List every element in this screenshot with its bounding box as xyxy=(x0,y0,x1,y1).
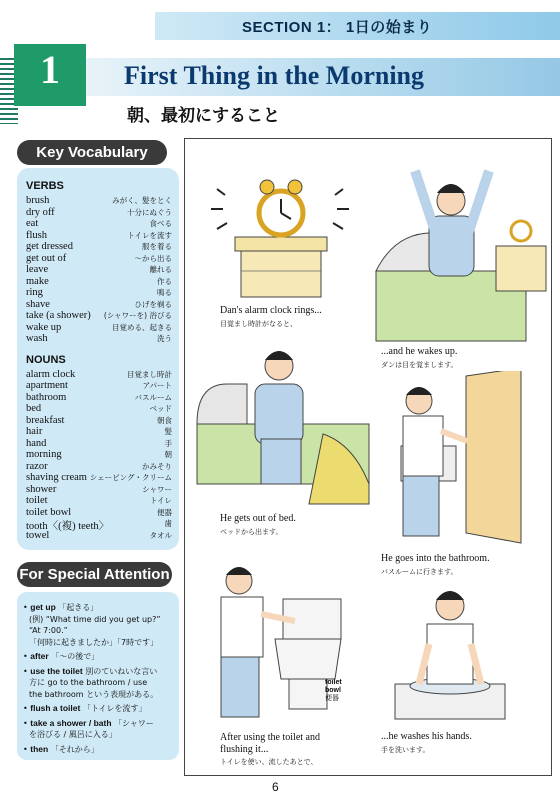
vocab-japanese: タオル xyxy=(149,530,172,540)
vocab-english: breakfast xyxy=(26,414,65,426)
bullet-icon: • xyxy=(23,704,31,713)
vocab-japanese: かみそり xyxy=(142,461,172,471)
attention-item xyxy=(23,602,177,648)
vocab-english: towel xyxy=(26,529,50,541)
vocab-japanese: 作る xyxy=(157,276,172,286)
scene-5-caption-ja: トイレを使い、流したあとで、 xyxy=(220,758,318,766)
illustration-panel xyxy=(184,138,552,776)
vocab-japanese: 手 xyxy=(164,438,172,448)
vocab-japanese: 目覚める、起きる xyxy=(112,322,172,332)
scene-4-caption: He goes into the bathroom. xyxy=(381,553,490,564)
vocab-english: dry off xyxy=(26,206,55,218)
bullet-icon: • xyxy=(23,718,31,728)
vocab-row xyxy=(26,333,172,345)
vocab-row xyxy=(26,438,172,450)
key-vocabulary-heading: Key Vocabulary xyxy=(17,140,167,165)
attention-item xyxy=(23,666,177,701)
vocab-english: hand xyxy=(26,437,47,449)
vocab-english: shaving cream xyxy=(26,472,87,483)
vocab-row xyxy=(26,253,172,265)
vocab-row xyxy=(26,299,172,311)
vocab-japanese: シャワー xyxy=(142,484,172,494)
vocab-row xyxy=(26,218,172,230)
vocab-japanese: 十分にぬぐう xyxy=(127,207,172,217)
vocabulary-list xyxy=(26,180,172,541)
vocab-japanese: 朝食 xyxy=(157,415,172,425)
scene-2-caption-ja: ダンは目を覚まします。 xyxy=(381,361,458,369)
attention-line: 方に go to the bathroom / use xyxy=(29,678,148,687)
vocab-japanese: 食べる xyxy=(149,219,172,228)
vocab-row xyxy=(26,461,172,473)
vocab-japanese: ベッド xyxy=(149,404,172,413)
vocab-japanese: 鳴る xyxy=(157,288,172,297)
vocab-english: ring xyxy=(26,287,43,298)
toilet-label-ja: 便器 xyxy=(325,695,339,702)
vocab-english: toilet bowl xyxy=(26,506,72,518)
verbs-list xyxy=(26,195,172,345)
verbs-heading: VERBS xyxy=(26,180,64,192)
vocab-english: wash xyxy=(26,333,48,344)
vocab-japanese: 髪 xyxy=(164,427,172,436)
vocab-row xyxy=(26,287,172,299)
bullet-icon: • xyxy=(23,744,31,754)
scene-6-caption-ja: 手を洗います。 xyxy=(381,746,430,754)
vocab-english: wake up xyxy=(26,321,62,333)
page-number: 6 xyxy=(272,780,279,794)
bullet-icon: • xyxy=(23,666,31,676)
vocab-row xyxy=(26,207,172,219)
section-label: SECTION 1： 1日の始まり xyxy=(242,19,433,36)
page-subtitle: 朝、最初にすること xyxy=(127,106,280,126)
washing-hands-illustration xyxy=(385,584,525,729)
vocab-english: bathroom xyxy=(26,391,67,403)
vocab-row xyxy=(26,276,172,288)
vocab-row xyxy=(26,518,172,530)
bullet-icon: • xyxy=(23,603,31,612)
vocab-english: toilet xyxy=(26,495,48,506)
vocab-row xyxy=(26,310,172,322)
chapter-number: 1 xyxy=(40,47,60,92)
vocab-row xyxy=(26,484,172,496)
scene-3-caption: He gets out of bed. xyxy=(220,513,296,524)
attention-term: use the toilet xyxy=(30,665,83,676)
attention-gloss: 別のていねいな言い xyxy=(85,666,158,676)
attention-gloss: 「～の後で」 xyxy=(51,652,100,661)
vocab-english: make xyxy=(26,275,49,287)
attention-item xyxy=(23,744,177,756)
vocab-japanese: トイレを流す xyxy=(127,230,172,240)
vocab-row xyxy=(26,322,172,334)
attention-line: (例) “What time did you get up?” xyxy=(29,614,161,624)
vocab-row xyxy=(26,380,172,392)
attention-gloss: 「それから」 xyxy=(50,744,99,754)
vocab-japanese: 歯 xyxy=(164,519,172,528)
scene-5-caption-line2: flushing it... xyxy=(220,744,269,755)
attention-item xyxy=(23,718,177,741)
vocab-row xyxy=(26,426,172,438)
special-attention-heading: For Special Attention xyxy=(17,562,172,587)
vocab-japanese: シェービング・クリーム xyxy=(89,473,172,482)
attention-term: take a shower / bath xyxy=(30,717,112,728)
attention-term: then xyxy=(30,743,49,754)
attention-line: 「何時に起きましたか」「7時です」 xyxy=(29,637,159,647)
vocab-english: bed xyxy=(26,403,42,414)
vocab-row xyxy=(26,392,172,404)
page-title: First Thing in the Morning xyxy=(124,61,425,90)
scene-4-caption-ja: バスルームに行きます。 xyxy=(381,568,458,576)
vocab-english: get out of xyxy=(26,252,67,264)
toilet-label-line2: bowl xyxy=(325,687,341,694)
bullet-icon: • xyxy=(23,652,31,661)
vocab-english: alarm clock xyxy=(26,368,76,380)
vocab-row xyxy=(26,472,172,484)
toilet-bowl-label xyxy=(325,679,342,703)
scene-5-caption: After using the toilet and xyxy=(220,732,320,743)
vocab-english: take (a shower) xyxy=(26,310,91,321)
vocab-english: razor xyxy=(26,460,48,472)
vocab-english: hair xyxy=(26,426,43,437)
vocab-row xyxy=(26,415,172,427)
nouns-heading: NOUNS xyxy=(26,353,66,366)
attention-line: the bathroom という表現がある。 xyxy=(29,689,159,699)
bathroom-door-illustration xyxy=(381,371,531,551)
waking-up-illustration xyxy=(371,161,551,351)
vocab-japanese: アパート xyxy=(142,381,172,390)
vocab-row xyxy=(26,195,172,207)
toilet-label-line1: toilet xyxy=(325,679,342,686)
attention-item xyxy=(23,703,177,715)
attention-gloss: 「シャワー xyxy=(114,718,154,728)
vocab-row xyxy=(26,495,172,507)
scene-6-caption: ...he washes his hands. xyxy=(381,731,472,742)
vocab-english: apartment xyxy=(26,380,68,391)
vocab-row xyxy=(26,449,172,461)
attention-gloss: 「トイレを流す」 xyxy=(82,704,147,713)
vocab-row xyxy=(26,241,172,253)
toilet-illustration xyxy=(203,559,363,729)
vocab-japanese: (シャワーを) 浴びる xyxy=(103,311,172,320)
vocab-english: eat xyxy=(26,218,39,229)
vocab-japanese: 服を着る xyxy=(142,242,172,251)
vocab-japanese: 朝 xyxy=(164,450,172,459)
vocab-japanese: バスルーム xyxy=(134,392,172,402)
attention-item xyxy=(23,651,177,663)
vocab-row xyxy=(26,403,172,415)
vocab-english: morning xyxy=(26,449,62,460)
alarm-clock-illustration xyxy=(205,175,355,300)
getting-out-of-bed-illustration xyxy=(193,344,373,514)
vocab-japanese: 目覚まし時計 xyxy=(127,369,172,379)
nouns-list xyxy=(26,369,172,542)
vocab-english: tooth〈(複) teeth〉 xyxy=(26,521,110,532)
vocab-japanese: 洗う xyxy=(157,334,172,343)
vocab-japanese: みがく、髪をとく xyxy=(112,196,172,205)
vocab-english: brush xyxy=(26,195,50,206)
vocab-row xyxy=(26,264,172,276)
vocab-english: leave xyxy=(26,264,49,275)
attention-line: を浴びる / 風呂に入る」 xyxy=(29,730,117,739)
vocab-english: shower xyxy=(26,483,57,495)
scene-1-caption: Dan's alarm clock rings... xyxy=(220,305,322,316)
vocab-japanese: ～から出る xyxy=(134,253,172,263)
scene-2-caption: ...and he wakes up. xyxy=(381,346,458,357)
attention-list xyxy=(23,602,177,758)
vocab-row xyxy=(26,369,172,381)
attention-term: flush a toilet xyxy=(30,703,81,713)
attention-term: get up xyxy=(30,602,56,612)
vocab-english: shave xyxy=(26,298,50,310)
attention-line: “At 7:00.” xyxy=(29,626,68,635)
vocab-japanese: 便器 xyxy=(157,507,172,517)
vocab-english: get dressed xyxy=(26,241,73,252)
vocab-row xyxy=(26,230,172,242)
vocab-japanese: トイレ xyxy=(149,496,172,505)
scene-3-caption-ja: ベッドから出ます。 xyxy=(220,528,283,536)
vocab-english: flush xyxy=(26,229,47,241)
attention-term: after xyxy=(30,651,49,661)
vocab-row xyxy=(26,507,172,519)
vocab-japanese: 離れる xyxy=(149,265,172,274)
vocab-japanese: ひげを剃る xyxy=(134,299,172,309)
attention-gloss: 「起きる」 xyxy=(58,603,99,612)
scene-1-caption-ja: 目覚まし時計がなると、 xyxy=(220,320,297,328)
